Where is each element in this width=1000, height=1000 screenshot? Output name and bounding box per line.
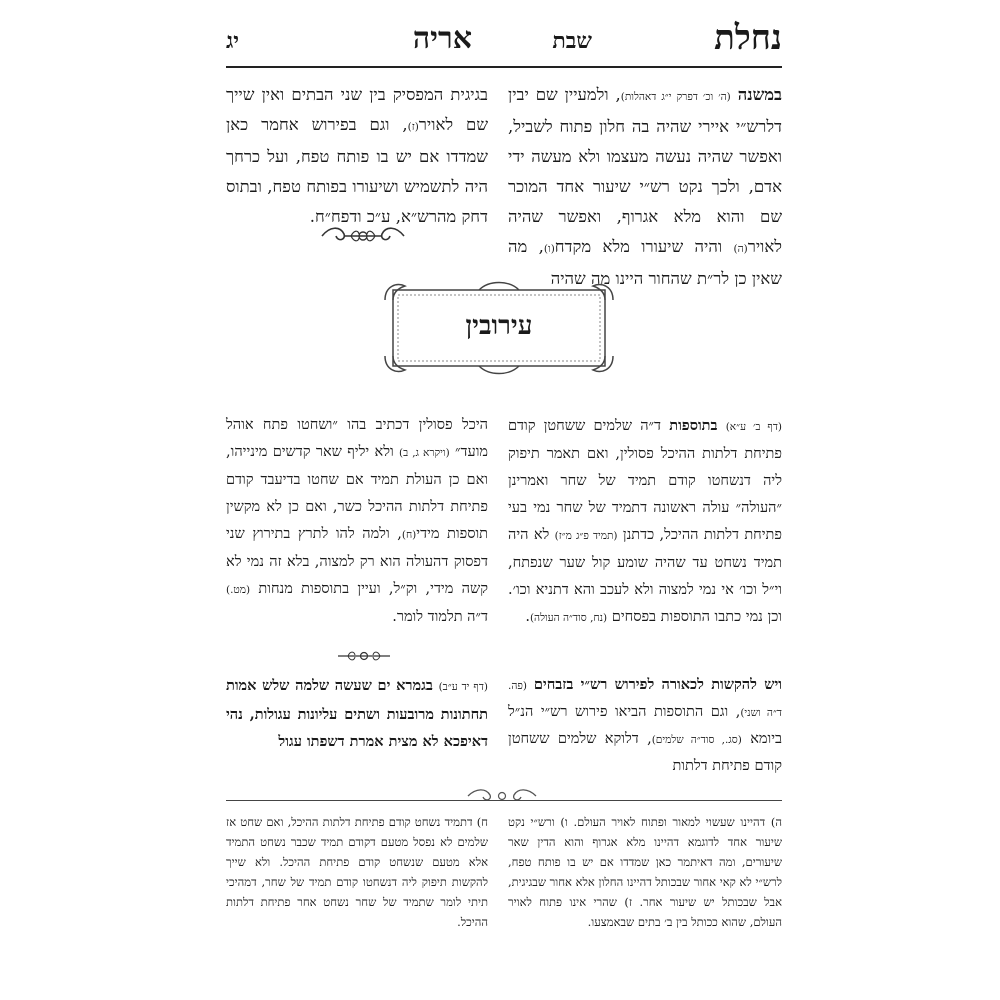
footnote-marker: (ה) — [733, 243, 748, 255]
paragraph — [508, 412, 782, 632]
lead-word: בגמרא — [396, 677, 433, 694]
footnotes-right-column — [508, 812, 782, 932]
body-text: , דלוקא שלמים ששחטן קודם פתיחת דלתות — [508, 731, 782, 774]
body-text: והיה שיעורו מלא מקדח — [554, 237, 734, 256]
middle-left-column — [226, 412, 488, 631]
middle-right-column — [508, 412, 782, 632]
source-reference: (פה. ד״ה ושני) — [508, 680, 782, 719]
body-text: , וגם בפירוש אחמר כאן שמדדו אם יש בו פותח טפח, ועל כרחך היה לתשמיש ושיעורו בפותח טפח, ובתוס דחק מהרש״א, ע״כ ודפח״ח. — [226, 115, 488, 226]
footnotes-rule — [226, 800, 782, 801]
body-text: ד״ה שלמים ששחטן קודם פתיחת דלתות ההיכל פסולין, ואם תאמר תיפוק ליה דנשחטו קודם תמיד של שחר ואמרינן ״העולה״ עולה ראשונה דתמיד של שחר נמי בעי פתיחת דלתות ההיכל, כדתנן — [508, 418, 782, 543]
small-divider-ornament-icon — [336, 648, 392, 664]
lower-left-column — [226, 672, 488, 755]
footnote-text: ה) דהיינו שעשוי למאור ופתוח לאויר העולם. ו) ורש״י נקט שיעור אחד לדוגמא דהיינו מלא אגרוף והוא הדין שאר שיעורים, ומה דאיתמר כאן שמדדו אם יש בו פותח טפח, לרש״י לא קאי אחור שבכותל דהיינו החלון אלא אחור שבגיגית, אבל שבכותל יש שיעור אחר. ז) שהרי אינו פתוח לאויר העולם, שהוא ככותל בין ב׳ בתים שבאמצעו. — [508, 815, 782, 929]
source-reference: (דף ב׳ ע״א) — [725, 421, 782, 433]
paragraph — [226, 412, 488, 631]
tractate-name: שבת — [552, 28, 592, 54]
running-header — [226, 18, 782, 64]
top-right-column — [508, 80, 782, 294]
source-reference: (דף יד ע״ב) — [438, 681, 488, 693]
body-text: , ולמעיין שם יבין דלרש״י איירי שהיה בה חלון פתוח לשביל, ואפשר שהיה נעשה מעצמו ולא מעשה ידי אדם, ולכך נקט רש״י שיעור אחד המוכר שם והוא מלא אגרוף, ואפשר שהיה לאויר — [508, 85, 782, 256]
lead-word: בתוספות — [669, 417, 718, 434]
body-text: , מה שאין כן לר״ת שהחור היינו מה שהיה — [508, 237, 782, 288]
source-reference: (ה׳ וכ׳ דפרק י״ג דאהלות) — [620, 91, 731, 103]
footnote-text: ח) דתמיד נשחט קודם פתיחת דלתות ההיכל, ואם שחט אז שלמים לא נפסל מטעם דקודם תמיד שכבר נשחט התמיד אלא מטעם שנשחט קודם פתיחת ההיכל. ולא שייך להקשות תיפוק ליה דנשחטו קודם תמיד של שחר, דמהיכי תיתי לומר שתמיד של שחר נשחט אחר פתיחת דלתות ההיכל. — [226, 815, 488, 929]
footnote-marker: (ז) — [407, 121, 419, 133]
flourish-ornament-icon — [318, 224, 408, 248]
lead-word: במשנה — [737, 85, 783, 104]
body-text: היכל פסולין דכתיב בהו ״ושחטו פתח אוהל מועד״ — [226, 417, 488, 460]
footnote-ornament-icon — [462, 784, 542, 808]
paragraph — [508, 672, 782, 779]
lower-right-column — [508, 672, 782, 779]
footnote-marker: (ח) — [401, 529, 417, 541]
paragraph — [508, 80, 782, 294]
author-name: אריה — [412, 21, 472, 56]
body-text: ויש להקשות לכאורה לפירוש רש״י בזבחים — [533, 676, 783, 693]
footnote-marker: (ו) — [543, 243, 555, 255]
paragraph — [226, 80, 488, 232]
source-reference: (תמיד פ״ג מ״ז) — [554, 530, 618, 542]
body-text: , וגם התוספות הביאו פירוש רש״י הנ״ל ביומא — [508, 704, 782, 747]
body-text: לא היה תמיד נשחט עד שהיה שומע קול שער שנפתח, וי״ל וכו׳ אי נמי למצוה ולא לעכב והא דתניא וכו׳. וכן נמי כתבו התוספות בפסחים — [508, 527, 782, 625]
source-reference: (נח, סוד״ה העולה) — [529, 612, 608, 624]
header-rule — [226, 66, 782, 68]
body-text: . — [525, 609, 530, 625]
footnotes-left-column — [226, 812, 488, 932]
body-text: ד״ה תלמוד לומר. — [392, 609, 488, 625]
book-title: נחלת — [714, 18, 782, 58]
source-reference: (מט.) — [226, 584, 251, 596]
chapter-title: עירובין — [465, 311, 533, 341]
body-text: ולא יליף שאר קדשים מינייהו, ואם כן העולת תמיד אם שחטו בדיעבד קודם פתיחת דלתות ההיכל כשר, ואם כן לא מקשין תוספות מידי — [226, 444, 488, 542]
top-left-column — [226, 80, 488, 232]
source-reference: (ויקרא ג, ב) — [399, 447, 450, 459]
body-text: ים שעשה שלמה שלש אמות תחתונות מרובעות ושתים עליונות עגולות, נהי דאיפכא לא מצית אמרת דשפתו עגול — [226, 677, 488, 750]
paragraph — [226, 672, 488, 755]
body-text: בגיגית המפסיק בין שני הבתים ואין שייך שם לאויר — [226, 85, 488, 134]
page-number: יג — [226, 28, 240, 54]
body-text: , ולמה להו לתרץ בתירוץ שני דפסוק דהעולה הוא רק למצוה, בלא זה נמי לא קשה מידי, וק״ל, ועיין בתוספות מנחות — [226, 526, 488, 597]
source-reference: (סג., סוד״ה שלמים) — [651, 734, 742, 746]
